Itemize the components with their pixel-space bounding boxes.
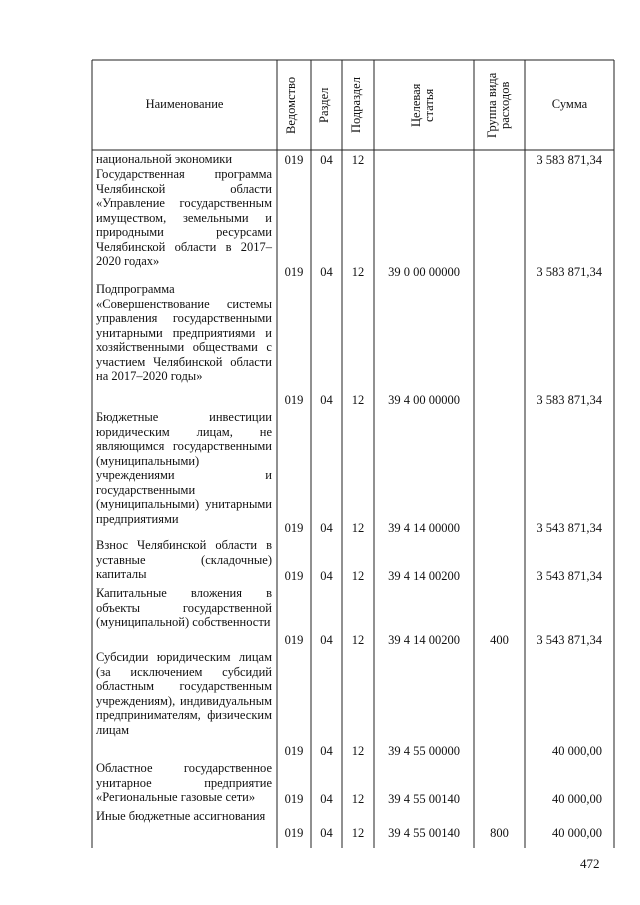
header-department: Ведомство bbox=[284, 76, 298, 134]
header-section: Раздел bbox=[317, 87, 331, 123]
header-target-item: Целевая статья bbox=[409, 83, 436, 127]
row-amount: 3 543 871,34 bbox=[536, 569, 602, 583]
row-name: национальной экономики bbox=[96, 152, 233, 166]
row-name: Взнос Челябинской области в уставные (складочные) капиталы bbox=[96, 538, 272, 581]
row-sec: 04 bbox=[320, 569, 333, 583]
row-dept: 019 bbox=[284, 153, 304, 167]
row-name: Областное государственное унитарное предприятие «Региональные газовые сети» bbox=[96, 761, 272, 804]
row-name: Капитальные вложения в объекты государственной (муниципальной) собственности bbox=[96, 586, 272, 629]
row-code: 39 0 00 00000 bbox=[388, 265, 460, 279]
row-sub: 12 bbox=[351, 393, 365, 407]
row-dept: 019 bbox=[284, 633, 304, 647]
row-sec: 04 bbox=[320, 744, 333, 758]
row-dept: 019 bbox=[284, 792, 304, 806]
row-dept: 019 bbox=[284, 744, 304, 758]
row-sec: 04 bbox=[320, 633, 333, 647]
row-sec: 04 bbox=[320, 826, 333, 840]
row-dept: 019 bbox=[284, 265, 304, 279]
row-sub: 12 bbox=[351, 153, 365, 167]
row-code: 39 4 14 00000 bbox=[388, 521, 460, 535]
row-code: 39 4 14 00200 bbox=[388, 633, 460, 647]
row-amount: 3 583 871,34 bbox=[536, 393, 602, 407]
row-amount: 40 000,00 bbox=[552, 792, 602, 806]
row-amount: 3 583 871,34 bbox=[536, 265, 602, 279]
row-name: Подпрограмма «Совершенствование системы управления государственными унитарными предприятиями и хозяйственными обществами с участием Челябинской области на 2017–2020 годы» bbox=[96, 282, 272, 383]
row-code: 39 4 55 00140 bbox=[388, 792, 460, 806]
row-code: 39 4 55 00140 bbox=[388, 826, 460, 840]
row-name: Иные бюджетные ассигнования bbox=[96, 809, 266, 823]
row-sub: 12 bbox=[351, 633, 365, 647]
header-subsection: Подраздел bbox=[349, 77, 363, 133]
row-group: 800 bbox=[490, 826, 509, 840]
row-name: Бюджетные инвестиции юридическим лицам, не являющимся государственными (муниципальными) учреждениями и государственными (муниципальными) унитарными предприятиями bbox=[96, 410, 272, 526]
row-dept: 019 bbox=[284, 393, 304, 407]
row-amount: 40 000,00 bbox=[552, 826, 602, 840]
row-code: 39 4 55 00000 bbox=[388, 744, 460, 758]
row-sec: 04 bbox=[320, 521, 333, 535]
row-dept: 019 bbox=[284, 569, 304, 583]
row-code: 39 4 00 00000 bbox=[388, 393, 460, 407]
row-sub: 12 bbox=[351, 826, 365, 840]
header-amount: Сумма bbox=[551, 97, 588, 111]
row-sec: 04 bbox=[320, 265, 333, 279]
row-sub: 12 bbox=[351, 744, 365, 758]
row-sub: 12 bbox=[351, 792, 365, 806]
row-sub: 12 bbox=[351, 265, 365, 279]
row-sec: 04 bbox=[320, 393, 333, 407]
header-expense-group: Группа вида расходов bbox=[485, 72, 512, 138]
row-sec: 04 bbox=[320, 153, 333, 167]
row-sec: 04 bbox=[320, 792, 333, 806]
row-amount: 3 543 871,34 bbox=[536, 521, 602, 535]
row-name: Субсидии юридическим лицам (за исключением субсидий областным государственным учреждениям), индивидуальным предпринимателям, физическим лицам bbox=[96, 650, 272, 737]
row-name: Государственная программа Челябинской области «Управление государственным имуществом, земельными и природными ресурсами Челябинской области в 2017–2020 годах» bbox=[96, 167, 272, 268]
row-code: 39 4 14 00200 bbox=[388, 569, 460, 583]
row-amount: 3 543 871,34 bbox=[536, 633, 602, 647]
row-sub: 12 bbox=[351, 521, 365, 535]
row-group: 400 bbox=[490, 633, 509, 647]
header-name: Наименование bbox=[145, 97, 224, 111]
row-dept: 019 bbox=[284, 521, 304, 535]
row-dept: 019 bbox=[284, 826, 304, 840]
page-number: 472 bbox=[580, 856, 600, 871]
row-sub: 12 bbox=[351, 569, 365, 583]
row-amount: 3 583 871,34 bbox=[536, 153, 602, 167]
row-amount: 40 000,00 bbox=[552, 744, 602, 758]
